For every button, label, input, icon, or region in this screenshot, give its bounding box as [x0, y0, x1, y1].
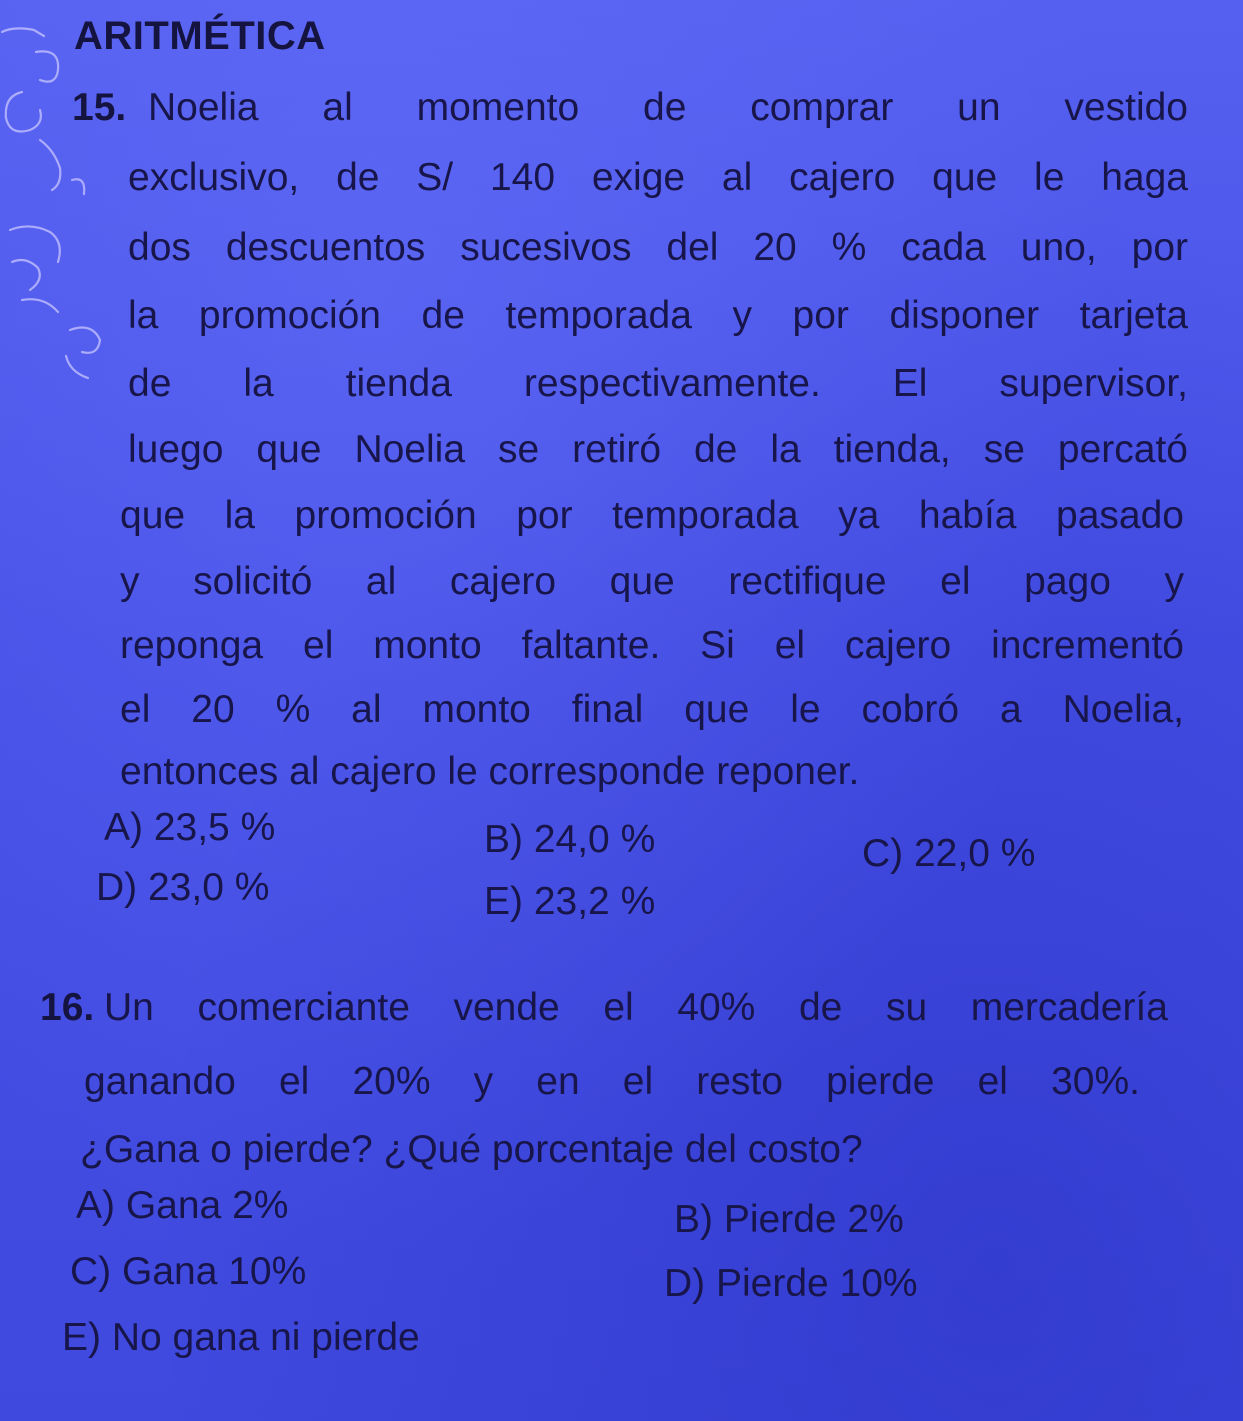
- question-15-line: dos descuentos sucesivos del 20 % cada uno, por: [128, 226, 1188, 269]
- question-15-line: la promoción de temporada y por disponer tarjeta: [128, 294, 1188, 337]
- question-15-line: y solicitó al cajero que rectifique el pago y: [120, 560, 1184, 603]
- question-16-option-e: E) No gana ni pierde: [62, 1316, 420, 1359]
- question-15-option-a: A) 23,5 %: [104, 806, 276, 849]
- question-16-line: Un comerciante vende el 40% de su mercadería: [104, 986, 1168, 1029]
- handwritten-margin-scribbles: [0, 0, 130, 400]
- question-16-option-b: B) Pierde 2%: [674, 1198, 904, 1241]
- question-15-option-b: B) 24,0 %: [484, 818, 656, 861]
- question-16-number: 16.: [40, 986, 95, 1029]
- question-15-line: luego que Noelia se retiró de la tienda, se percató: [128, 428, 1188, 471]
- question-16-option-d: D) Pierde 10%: [664, 1262, 918, 1305]
- question-15-line: exclusivo, de S/ 140 exige al cajero que le haga: [128, 156, 1188, 199]
- question-15-line: el 20 % al monto final que le cobró a Noelia,: [120, 688, 1184, 731]
- question-15-line: Noelia al momento de comprar un vestido: [148, 86, 1188, 129]
- question-15-option-e: E) 23,2 %: [484, 880, 656, 923]
- question-15-line: entonces al cajero le corresponde reponer.: [120, 750, 860, 793]
- question-15-line: reponga el monto faltante. Si el cajero incrementó: [120, 624, 1184, 667]
- question-15-line: que la promoción por temporada ya había pasado: [120, 494, 1184, 537]
- question-15-number: 15.: [72, 86, 127, 129]
- question-16-line: ganando el 20% y en el resto pierde el 30%.: [84, 1060, 1140, 1103]
- question-15-option-c: C) 22,0 %: [862, 832, 1036, 875]
- question-16-option-c: C) Gana 10%: [70, 1250, 307, 1293]
- question-15-line: de la tienda respectivamente. El supervisor,: [128, 362, 1188, 405]
- question-15-option-d: D) 23,0 %: [96, 866, 270, 909]
- section-heading: ARITMÉTICA: [74, 14, 326, 58]
- question-16-line: ¿Gana o pierde? ¿Qué porcentaje del costo?: [80, 1128, 863, 1171]
- question-16-option-a: A) Gana 2%: [76, 1184, 289, 1227]
